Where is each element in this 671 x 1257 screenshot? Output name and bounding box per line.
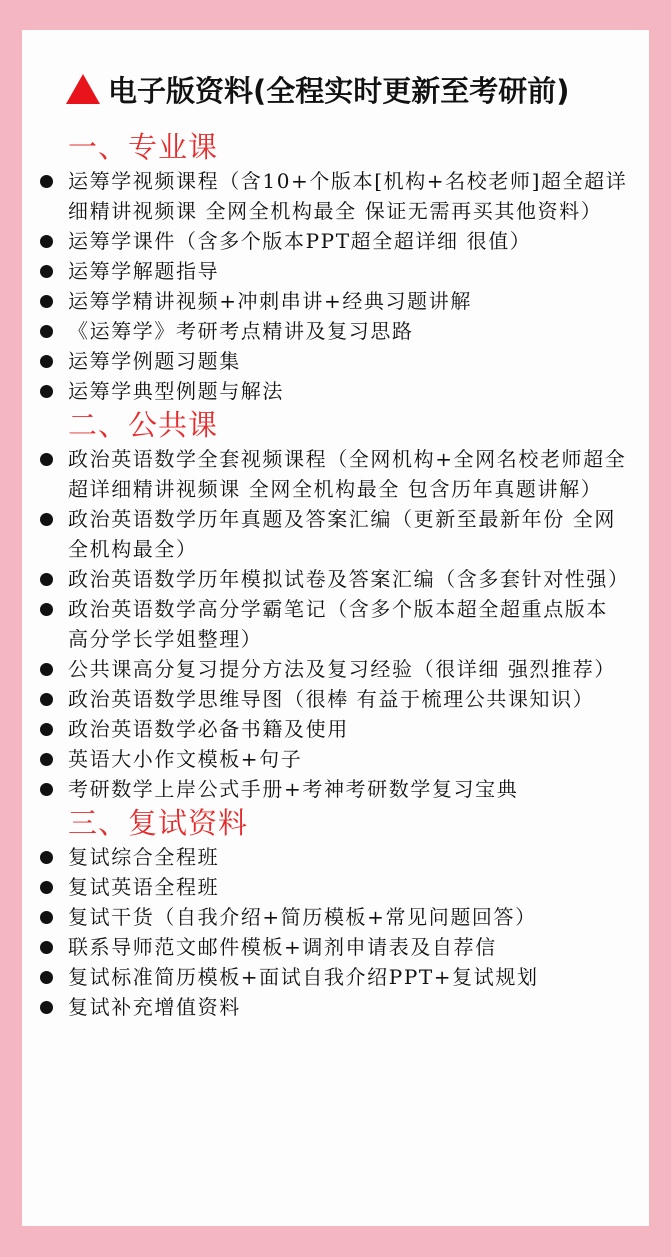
page-title: 电子版资料(全程实时更新至考研前) bbox=[108, 73, 570, 108]
list-item bbox=[40, 286, 631, 316]
list-item bbox=[40, 346, 631, 376]
bullet-dot-icon bbox=[40, 783, 53, 796]
list-item-text: 政治英语数学全套视频课程（全网机构+全网名校老师超全超详细精讲视频课 全网全机构最全 包含历年真题讲解） bbox=[68, 447, 627, 501]
section-list-major bbox=[40, 166, 631, 406]
list-item bbox=[40, 744, 631, 774]
list-item-text: 政治英语数学思维导图（很棒 有益于梳理公共课知识） bbox=[68, 687, 595, 711]
list-item bbox=[40, 226, 631, 256]
list-item-text: 运筹学精讲视频+冲刺串讲+经典习题讲解 bbox=[68, 289, 472, 313]
red-triangle-icon bbox=[66, 74, 100, 104]
list-item bbox=[40, 714, 631, 744]
list-item-text: 复试综合全程班 bbox=[68, 845, 220, 869]
list-item bbox=[40, 594, 631, 654]
list-item-text: 英语大小作文模板+句子 bbox=[68, 747, 303, 771]
section-list-public bbox=[40, 444, 631, 804]
list-item bbox=[40, 992, 631, 1022]
bullet-dot-icon bbox=[40, 971, 53, 984]
bullet-dot-icon bbox=[40, 941, 53, 954]
list-item-text: 公共课高分复习提分方法及复习经验（很详细 强烈推荐） bbox=[68, 657, 616, 681]
list-item-text: 运筹学解题指导 bbox=[68, 259, 220, 283]
list-item-text: 《运筹学》考研考点精讲及复习思路 bbox=[68, 319, 414, 343]
list-item-text: 考研数学上岸公式手册+考神考研数学复习宝典 bbox=[68, 777, 519, 801]
bullet-dot-icon bbox=[40, 265, 53, 278]
bullet-dot-icon bbox=[40, 753, 53, 766]
section-heading-retest: 三、复试资料 bbox=[68, 806, 249, 840]
list-item bbox=[40, 774, 631, 804]
bullet-dot-icon bbox=[40, 235, 53, 248]
list-item-text: 复试英语全程班 bbox=[68, 875, 220, 899]
list-item-text: 政治英语数学历年真题及答案汇编（更新至最新年份 全网全机构最全） bbox=[68, 507, 616, 561]
list-item-text: 联系导师范文邮件模板+调剂申请表及自荐信 bbox=[68, 935, 497, 959]
list-item bbox=[40, 444, 631, 504]
list-item bbox=[40, 256, 631, 286]
bullet-dot-icon bbox=[40, 573, 53, 586]
list-item-text: 运筹学典型例题与解法 bbox=[68, 379, 284, 403]
bullet-dot-icon bbox=[40, 355, 53, 368]
list-item-text: 政治英语数学高分学霸笔记（含多个版本超全超重点版本 高分学长学姐整理） bbox=[68, 597, 608, 651]
list-item bbox=[40, 684, 631, 714]
list-item bbox=[40, 166, 631, 226]
section-heading-public: 二、公共课 bbox=[68, 408, 219, 442]
bullet-dot-icon bbox=[40, 325, 53, 338]
title-row bbox=[66, 62, 631, 116]
bullet-dot-icon bbox=[40, 513, 53, 526]
bullet-dot-icon bbox=[40, 881, 53, 894]
list-item-text: 复试补充增值资料 bbox=[68, 995, 241, 1019]
section-heading-major: 一、专业课 bbox=[68, 130, 219, 164]
bullet-dot-icon bbox=[40, 453, 53, 466]
bullet-dot-icon bbox=[40, 603, 53, 616]
bullet-dot-icon bbox=[40, 693, 53, 706]
list-item bbox=[40, 564, 631, 594]
bullet-dot-icon bbox=[40, 1001, 53, 1014]
bullet-dot-icon bbox=[40, 385, 53, 398]
bullet-dot-icon bbox=[40, 911, 53, 924]
list-item bbox=[40, 902, 631, 932]
section-list-retest bbox=[40, 842, 631, 1022]
list-item bbox=[40, 962, 631, 992]
bullet-dot-icon bbox=[40, 295, 53, 308]
bullet-dot-icon bbox=[40, 663, 53, 676]
list-item-text: 运筹学课件（含多个版本PPT超全超详细 很值） bbox=[68, 229, 532, 253]
bullet-dot-icon bbox=[40, 723, 53, 736]
bullet-dot-icon bbox=[40, 851, 53, 864]
list-item bbox=[40, 654, 631, 684]
list-item bbox=[40, 932, 631, 962]
list-item bbox=[40, 872, 631, 902]
bullet-dot-icon bbox=[40, 175, 53, 188]
list-item-text: 复试干货（自我介绍+简历模板+常见问题回答） bbox=[68, 905, 537, 929]
list-item bbox=[40, 316, 631, 346]
list-item bbox=[40, 376, 631, 406]
list-item-text: 政治英语数学必备书籍及使用 bbox=[68, 717, 349, 741]
list-item-text: 运筹学例题习题集 bbox=[68, 349, 241, 373]
list-item bbox=[40, 842, 631, 872]
content-card bbox=[22, 30, 649, 1226]
list-item bbox=[40, 504, 631, 564]
list-item-text: 复试标准简历模板+面试自我介绍PPT+复试规划 bbox=[68, 965, 539, 989]
list-item-text: 运筹学视频课程（含10+个版本[机构+名校老师]超全超详细精讲视频课 全网全机构最全 保证无需再买其他资料） bbox=[68, 169, 628, 223]
list-item-text: 政治英语数学历年模拟试卷及答案汇编（含多套针对性强） bbox=[68, 567, 630, 591]
